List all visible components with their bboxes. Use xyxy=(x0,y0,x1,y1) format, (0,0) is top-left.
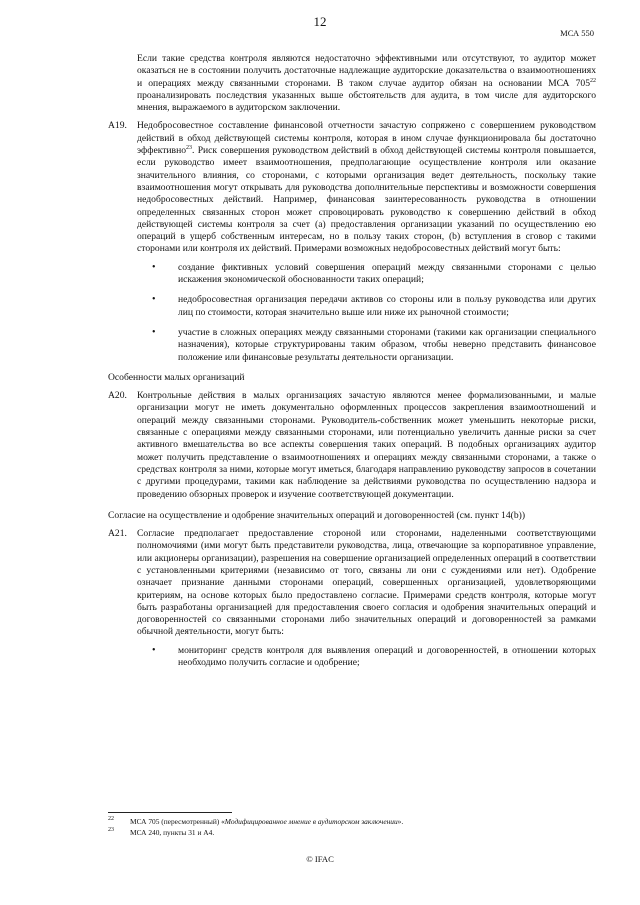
list-item: • недобросовестная организация передачи активов со стороны или в пользу руководства или других лиц по стоимости, которая значительно выше или ниже их рыночной стоимости; xyxy=(178,294,596,319)
list-item: • создание фиктивных условий совершения операций между связанными сторонами с целью искажения экономической обоснованности таких операций; xyxy=(178,262,596,287)
intro-text-2: проанализировать последствия указанных выше обстоятельств для аудита, в том числе для аудиторского мнения, выражаемого в аудиторском заключении. xyxy=(137,89,596,114)
footnote-23 xyxy=(108,827,588,838)
paragraph-a20 xyxy=(108,390,596,501)
a19-text-1: Недобросовестное составление финансовой отчетности зачастую сопряжено с совершением руководством действий в обход действующей системы контроля, которая в ином случае функционировала бы достаточно эффективно xyxy=(137,120,596,157)
paragraph-number: A19. xyxy=(108,120,127,132)
section-heading-agreement: Согласие на осуществление и одобрение значительных операций и договоренностей (см. пункт 14(b)) xyxy=(108,509,526,521)
intro-text-1: Если такие средства контроля являются недостаточно эффективными или отсутствуют, то аудитор может оказаться не в состоянии получить достаточные надлежащие аудиторские доказательства о взаимоотношениях и операциях между связанными сторонами. В таком случае аудитор обязан на основании МСА 705 xyxy=(137,53,596,89)
paragraph-a21 xyxy=(108,528,596,639)
paragraph-a19 xyxy=(108,120,596,255)
footnote-text: МСА 705 (пересмотренный) « xyxy=(130,817,225,826)
footnote-ref-23: 23 xyxy=(186,144,193,151)
a19-bullet-list xyxy=(178,262,596,364)
a19-text-2: . Риск совершения руководством действий в обход действующей системы контроля повышается, если руководство имеет взаимоотношения, предполагающие осуществление контроля или оказание значительного влияния, со сторонами, с которыми организация ведет деятельность, поскольку такие взаимоотношения могут открывать для руководства дополнительные перспективы и возможности совершения недобросовестных действий. Например, финансовая заинтересованность руководства в отношении определенных связанных сторон может спровоцировать руководство к совершению действий в обход действующей системы контроля за счет (a) предоставления организации указаний по осуществлению ею операций в ущерб собственным интересам, но в пользу таких сторон, (b) вступления в сговор с такими сторонами или контроля их действий. Примерами возможных недобросовестных действий могут быть: xyxy=(137,145,596,255)
page-content xyxy=(60,53,596,677)
list-item: • мониторинг средств контроля для выявления операций и договоренностей, в отношении которых необходимо получить согласие и одобрение; xyxy=(178,645,596,670)
list-item: • участие в сложных операциях между связанными сторонами (такими как организации специального назначения), которые структурированы таким образом, чтобы неверно представить финансовое положение или финансовые результаты деятельности организации. xyxy=(178,327,596,364)
footnote-divider xyxy=(108,812,232,813)
footnote-22 xyxy=(108,816,588,827)
a21-bullet-list xyxy=(178,645,596,670)
document-reference: МСА 550 xyxy=(560,28,594,38)
intro-paragraph xyxy=(137,53,596,114)
page-footer: © IFAC xyxy=(306,854,334,864)
footnote-text-end: ». xyxy=(397,817,404,826)
footnote-title: Модифицированное мнение в аудиторском заключении xyxy=(224,817,398,826)
section-heading-small-entities: Особенности малых организаций xyxy=(108,371,245,383)
footnote-number: 23 xyxy=(108,827,114,833)
a21-text: Согласие предполагает предоставление стороной или сторонами, наделенными соответствующими полномочиями (ими могут быть представители руководства, лица, отвечающие за корпоративное управление, или акционеры организации), разрешения на совершение организацией определенных операций в соответствии с установленными критериями (независимо от того, связаны ли они с суждениями или нет). Одобрение означает признание данными сторонами операций, совершенных организацией, удовлетворяющими критериям, на основе которых было предоставлено согласие. Примерами средств контроля, которые могут быть разработаны организацией для предоставления своего согласия и одобрения значительных операций и договоренностей со связанными сторонами либо значительных операций и договоренностей за рамками обычной деятельности, могут быть: xyxy=(137,528,596,638)
footnotes xyxy=(108,816,588,838)
paragraph-number: A20. xyxy=(108,390,127,402)
footnote-number: 22 xyxy=(108,816,114,822)
footnote-text: МСА 240, пункты 31 и А4. xyxy=(130,828,215,837)
footnote-ref-22: 22 xyxy=(590,77,596,84)
paragraph-number: A21. xyxy=(108,528,127,540)
page-number: 12 xyxy=(313,14,327,29)
a20-text: Контрольные действия в малых организациях зачастую являются менее формализованными, и малые организации могут не иметь документально оформленных процессов закрепления взаимоотношений и операций между связанными сторонами. Руководитель-собственник может уменьшить некоторые риски, связанные с операциями между связанными сторонами, или потенциально увеличить данные риски за счет активного вмешательства во все аспекты совершения таких операций. В подобных организациях аудитор может получить представление о взаимоотношениях и операциях между связанными сторонами, а также о средствах контроля за ними, которые могут иметься, благодаря направлению руководству запросов в сочетании с другими процедурами, такими как наблюдение за действиями руководства по осуществлению надзора и проведению обзорных проверок и изучение соответствующей документации. xyxy=(137,390,596,500)
